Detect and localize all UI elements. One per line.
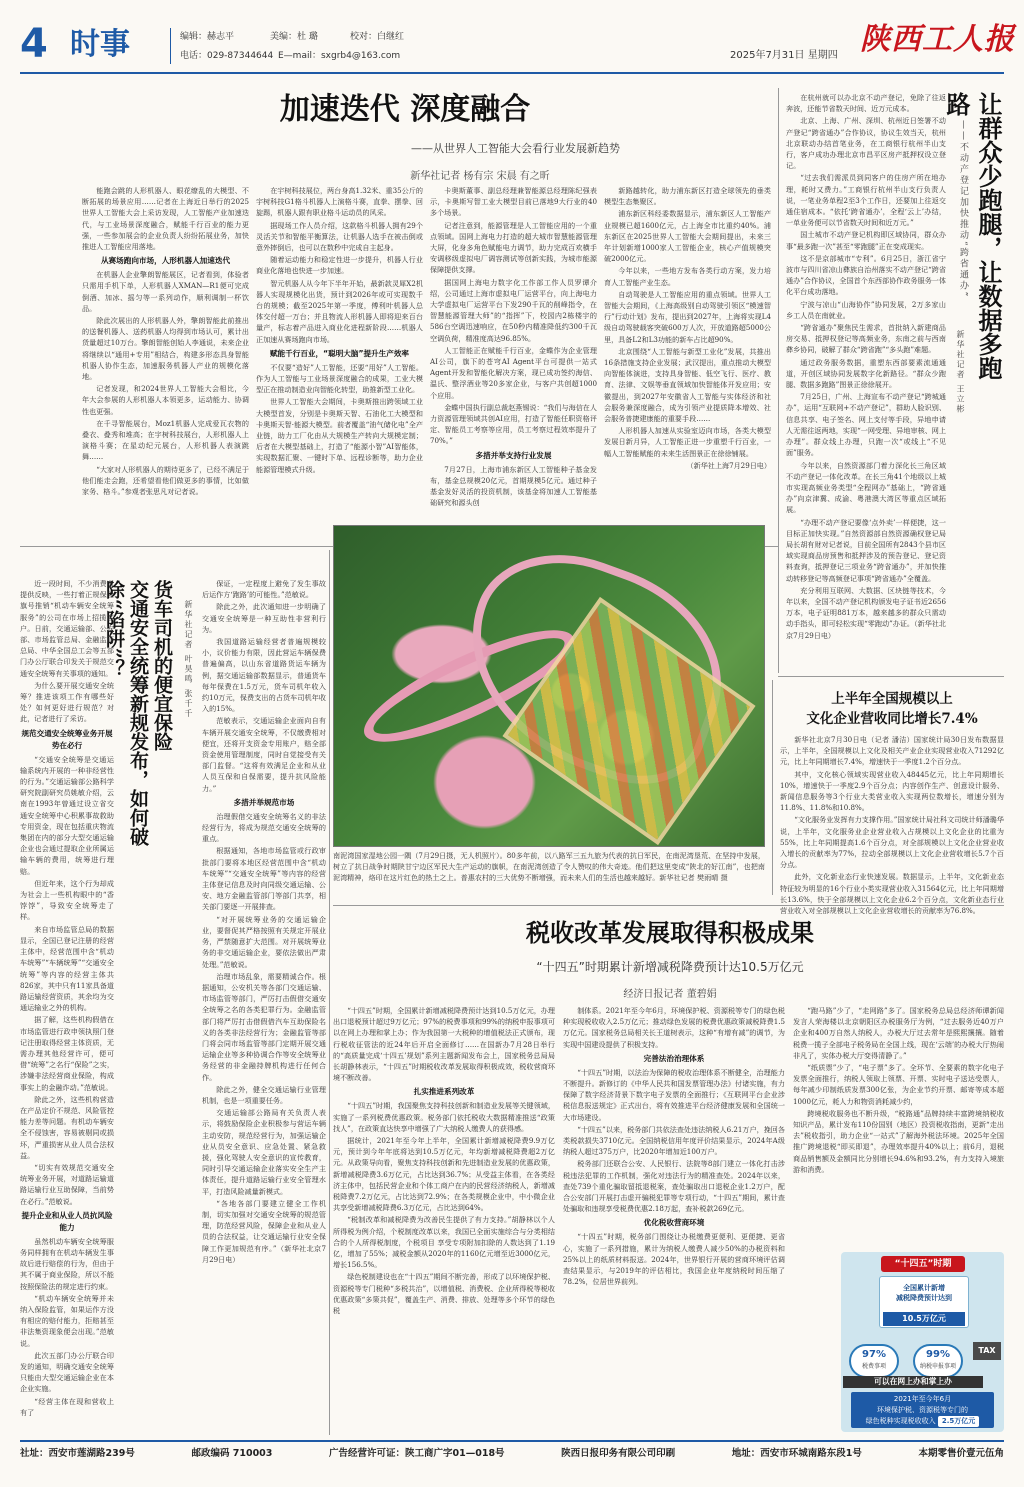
stat-percent: 99% [926, 1349, 950, 1360]
infographic-amount: 10.5万亿元 [883, 1312, 965, 1326]
paragraph: 卡奥斯董事、副总经理兼智能源总经理陈纪强表示，卡奥斯写智工业大模型目前已落地9大行业的40多个场景。 [430, 186, 597, 218]
paragraph: 除此之外，此次通知进一步明确了交通安全统筹是一种互助性非营利行为。 [202, 602, 326, 634]
paragraph: 7月25日，广州、上海宣布不动产登记“跨城通办”，运用“互联网+不动产登记”，群助人脸识别、信息共享、电子签名、网上支付等手段，异地申请人无需往返两地，实现“一网受理、异地审核、网上办理”。群众线上办理，只跑一次“或线上“不见面”服务。 [786, 392, 946, 458]
paragraph: “过去我们需派员到同客户的住房产所在地办理，耗时又费力。”工商银行杭州半山支行负责人说，一笔业务单程2至3个工作日，还要加上往返交通住宿成本。“依托‘跨省通办’，全程‘云上’办结，一单业务便可以节省数天时间和近万元。” [786, 173, 946, 228]
paragraph: 世界人工智能大会期间，卡奥斯推出跨领域工业大模型首发，分别是卡奥斯天智、石油化工大模型和卡奥斯天智·能源大模型。前者覆盖“油气储化电”全产业链，助力工厂化由从大规模生产转向大规模定制；后者在大模型基础上，打造了“能源小智”AI智能体，实现数据汇聚、一键时下单、远程诊断等，助力企业能源管理模式升级。 [256, 397, 423, 474]
paragraph: 虽然机动车辆安全统筹服务同样拥有在机动车辆发生事故后进行赔偿的行为，但由于其不属于商业保险，所以不能按照保险法的规定进行约束。 [20, 1236, 114, 1291]
paragraph: 自动驾驶是人工智能应用的重点领域。世界人工智能大会期间，《上海高级别自动驾驶引领区“模速智行”行动计划》发布，提出到2027年，上海将实现L4级自动驾驶载客突破600万人次，开放道路超5000公里，具备L2和L3功能的新车占比超90%。 [604, 289, 771, 344]
registry-article-subtitle: ——不动产登记加快推动“跨省通办” [958, 120, 968, 299]
paragraph: 人形机器人加速从实验室迈向市场，各类大模型发展日新月异，人工智能正进一步重塑千行百业，一幅人工智能赋能的未来生活图景正在徐徐铺展。 [604, 426, 771, 458]
paragraph: 近一段时间，不少消费者提供反映，一些打着正规保险旗号推销“机动车辆安全统筹服务”的公司在市场上招揽客户。日前，交通运输部、公安部、市场监管总局、金融监管总局、中华全国总工会等五部门办公厅联合印发关于规范交通安全统筹有关事项的通知。 [20, 579, 114, 678]
footer-address: 社址：西安市莲湖路239号 [20, 1448, 135, 1459]
email: E—mail：sxgrb4@163.com [278, 51, 401, 61]
paragraph: “各地各部门要建立健全工作机制，切实加强对交通安全统筹的规范管理，防范经营风险，保障企业和从业人员的合法权益，让交通运输行业安全保障工作更加规范有序。”（新华社北京7月29日电） [202, 1198, 326, 1264]
tax-col1 [333, 1005, 555, 1435]
paragraph: 浦东新区科经委数据显示，浦东新区人工智能产业规模已超1600亿元，占上海全市比重约40%。浦东新区在2025世界人工智能大会期间提出，未来三年计划新增1000家人工智能企业，核心产值规模突破2000亿元。 [604, 209, 771, 264]
paragraph: “机动车辆安全统筹并未纳入保险监管，如果运作方没有相应的赔付能力，拒赔甚至非法集资现象便会出现。”范敏说。 [20, 1293, 114, 1348]
culture-article-body [780, 734, 1004, 916]
truck-subheading-1: 规范交通安全统筹业务开展势在必行 [21, 728, 113, 750]
paragraph: “十四五”以来，税务部门共依法查处违法纳税人6.21万户，挽回各类税款损失3710亿元。全国纳税信用年度评价结果显示，2024年A级纳税人超过375万户，比2020年增加近100万户。 [563, 1124, 785, 1157]
paragraph: “文化服务业发挥有力支撑作用。”国家统计局社科文司统计师潘璐华说，上半年，文化服务业企业营业收入占规模以上文化企业的比重为55%，比上年同期提高1.6个百分点，对全部规模以上文化企业营业收入增长的贡献率为77%，拉动全部规模以上文化企业营收增长5.7个百分点。 [780, 815, 1004, 870]
ai-subheading-1: 从赛场跑向市场，人形机器人加速迭代 [100, 256, 231, 266]
truck-col2 [202, 578, 326, 1428]
paragraph: 金蝶中国执行副总裁赵燕锡说：“我们与海信在人力资源管理领域共创AI应用，打造了智能任职资格评定、智能员工考察等应用，员工考察过程效率提升了70%。” [430, 402, 597, 446]
paragraph: 为什么要开展交通安全统筹？推进该项工作有哪些好处？如何更好进行规范？对此，记者进行了采访。 [20, 680, 114, 724]
paragraph: 充分利用互联网、大数据、区块链等技术，今年以来，全国不动产登记机构颁发电子证书近2656万本，电子证明881万本，越来越多的群众只需动动手指头，即可轻松实现“零跑动”办证。（新华社北京7月29日电） [786, 585, 946, 640]
designer: 美编：杜 璐 [270, 32, 318, 42]
paragraph: 今年以来，一些地方发布各类行动方案，发力培育人工智能产业生态。 [604, 266, 771, 287]
tax-infographic [841, 1252, 1004, 1432]
ai-subheading-3: 多措并举支持行业发展 [475, 450, 552, 460]
ai-article-col4 [604, 185, 771, 540]
infographic-stat-circle [913, 1344, 963, 1378]
paragraph: 据了解，这些机构假借在市场监管进行政申领执照门登记注册取得经营主体资质，无需办理其他经营许可，便可借“统筹”之名行“保险”之实，涉嫌非法经营商业保险，构成事实上的金融诈动。”范敏说。 [20, 1015, 114, 1092]
tax-col3 [793, 1005, 1004, 1250]
paragraph: 记者注意到，能源管理是人工智能应用的一个重点领域。国网上海电力打造的超大城市智慧能源管理大屏，化身多角色赋能电力调节，助力完成百欢横手安调移级虚拟电厂调容测试等创新实践，为城市能源保障提供支撑。 [430, 220, 597, 275]
ai-article-col3 [430, 185, 597, 540]
paragraph: 能跑会跳的人形机器人、眼花缭乱的大模型、不断拓展的场景应用……记者在上海近日举行的2025世界人工智能大会上采访发现，人工智能产业加速迭代，与工业场景深度融合，赋能千行百业的能力更强，一些参加展会的企业负责人纷纷拓展业务，加快推进人工智能应用落地。 [82, 186, 249, 252]
newspaper-logo: 陕西工人报 [860, 22, 1015, 57]
paragraph: 智元机器人从今年下半年开始，最新款灵犀X2机器人实现规模化出货，预计到2026年或可实现数千台的规模；截至2025年第一季度，傅利叶机器人总体交付超一万台；并且物流人形机器人即将迎来百台量产，标志着产品进入商业化进程新阶段……机器人正加速从赛场跑向市场。 [256, 278, 423, 344]
paragraph: 在宇树科技展位，两台身高1.32米、重35公斤的宇树科技G1格斗机器人上演格斗赛，直拳、摆拳、回旋踢，机器人跟有职业格斗运动员的风采。 [256, 186, 423, 218]
paragraph: “十四五”时期，全国累计新增减税降费预计达到10.5万亿元，办理出口退税预计超过9万亿元；97%的税费事项和99%的纳税申报事项可以在网上办理和掌上办；作为我国第一大税种的增值税法正式颁布，现行税收征管法的近24年后开启全面修订……在国新办7月28日举行的“高质量完成‘十四五’规划”系列主题新闻发布会上，国家税务总局局长胡静林表示，“十四五”时期税收改革发展取得积极成效，税收营商环境不断改善。 [333, 1006, 555, 1083]
paragraph: “交通安全统筹是交通运输系统内开展的一种非经营性的行为。”交通运输部公路科学研究院副研究员姚敏介绍，云南在1993年曾通过设立省交通安全统筹中心积累事故救助专用资金，现在包括重庆物流集团在内的部分大型交通运输企业也会通过提取企业所属运输车辆的费用，统筹进行理赔。 [20, 754, 114, 876]
paragraph: 这不是京部城市“专利”。6月25日，浙江省宁波市与四川省凉山彝族自治州落实不动产登记“跨省通办”合作协议，全国首个东西部协作政务服务一体化平台成功落地。 [786, 253, 946, 297]
wetland-park-photo [333, 525, 765, 847]
tax-sign-icon: TAX [973, 1342, 1001, 1360]
green-tax-line: 环境保护税、资源税等专门的 [877, 1406, 968, 1414]
culture-title-b: 文化企业营收同比增长7.4% [806, 711, 978, 727]
infographic-period-label: “十四五”时期 [881, 1256, 965, 1272]
header-rule [20, 72, 1004, 74]
paragraph: 保证，一定程度上避免了发生事故后运作方‘跑路’的可能性。”范敏说。 [202, 579, 326, 600]
header-divider [170, 28, 171, 64]
footer [20, 1446, 1004, 1462]
paragraph: 但近年来，这个行为却成为社会上一些机构眼中的“香饽饽”，导致安全统筹走了样。 [20, 878, 114, 922]
paragraph: 通过政务服务数据，重塑东西部要素流通通道，开创区域协同发展数字化新路径。“群众少跑腿、数据多跑路”图景正徐徐展开。 [786, 357, 946, 390]
dateline: （新华社上海7月29日电） [686, 460, 771, 470]
tax-subheading-1: 扎实推进系列改革 [413, 1087, 475, 1097]
paragraph: 交通运输部公路局有关负责人表示，将鼓励保险企业积极参与营运车辆主动安防，规范经营行为，加强运输企业从员安全意识、应急处置、紧急救援，强化驾驶人安全意识的宣传教育，同时引导交通运输企业落实安全生产主体责任，提升道路运输行业安全管理水平，打造风险减量新模式。 [202, 1108, 326, 1196]
registry-article-byline: 新华社记者 王立彬 [956, 330, 965, 415]
paragraph: 据现场工作人员介绍，这款格斗机器人拥有29个灵活关节和智能平衡算法，让机器人选手在被击倒或意外摔倒后，也可以在数秒中完成自主起身。 [256, 220, 423, 253]
page-number: 4 [20, 21, 48, 67]
paragraph: 新华社北京7月30日电（记者 潘洁）国家统计局30日发布数据显示，上半年，全国规模以上文化及相关产业企业实现营业收入71292亿元，比上年同期增长7.4%，增速快于一季度1.2个百分点。 [780, 735, 1004, 767]
footer-price: 本期零售价壹元伍角 [918, 1448, 1004, 1459]
paragraph: 在杭州就可以办北京不动产登记，免除了往返奔波，还能节省数天时间、近万元成本。 [786, 93, 946, 114]
section-divider [778, 676, 1004, 677]
ai-article-byline: 新华社记者 杨有宗 宋晨 有之昕 [410, 171, 550, 182]
paragraph: 人工智能正在赋能千行百业，金蝶作为企业管理AI公司，旗下的苍穹AI Agent平台可提供一站式Agent开发和智能化解决方案，现已成功签约海信、温氏、整浮酒业等20多家企业，与客户共创超1000个应用。 [430, 345, 597, 400]
paragraph: 随着运动能力和稳定性进一步提升，机器人行业商业化落地也快进一步加速。 [256, 255, 423, 276]
paragraph: “十四五”时期，税务部门围绕让办税缴费更便利、更便捷、更省心，实施了一系列措施，累计为纳税人缴费人减少50%的办税资料和25%以上的纸质材料报送。2024年，世界银行开展的营商环境评估调查结果显示，与2019年的评估相比，我国企业年度纳税时间压缩了78.2%，位居世界前列。 [563, 1232, 785, 1287]
footer-license: 广告经营许可证：陕工商广字01—018号 [329, 1448, 505, 1459]
truck-title-a: 货车司机的便宜保险 [151, 580, 173, 751]
truck-subheading-2: 提升企业和从业人员抗风险能力 [21, 1210, 113, 1232]
stat-label: 税费事项 [861, 1363, 886, 1370]
photo-caption: 南泥湾国家湿地公园一隅（7月29日摄，无人机照片）。80多年前，以八路军三五九旅为代表的抗日军民，在南泥湾垦荒、在坚持中发展，树立了抗日战争时期陕甘宁边区军民大生产运动的旗帜，在南泥湾创造了令人赞叹的伟大奇迹。他们把这里变成“陕北的好江南”，也把南泥湾精神，烙印在这片红色的热土之上。普惠农村的三大优势不断增强，而未来人们的生活也越来越好。新华社记者 樊雨晴 摄 [333, 851, 765, 882]
paragraph: 此外，文化新业态行业快速发展。数据显示，上半年，文化新业态特征较为明显的16个行业小类实现营业收入31564亿元，比上年同期增长13.6%，快于全部规模以上文化企业6.2个百分点，文化新业态行业营业收入对全部规模以上文化企业营收增长的贡献率为76.8%。 [780, 872, 1004, 916]
paragraph: 此次五部门办公厅联合印发的通知，明确交通安全统筹只能由大型交通运输企业在本企业实施。 [20, 1350, 114, 1394]
ai-article-title: 加速迭代 深度融合 [279, 92, 531, 127]
green-tax-line: 绿色税种实现税收收入 [865, 1417, 936, 1425]
paragraph: “切实有效规范交通安全统筹业务开展，对道路运输道路运输行业互助保障，当前势在必行。”范敏说。 [20, 1162, 114, 1206]
paragraph: 宁波与凉山“山海协作”协同发展，2万多家山乡工人员在南就业。 [786, 299, 946, 320]
paragraph: 新路越转化，助力浦东新区打造全球领先的垂类模型生态集聚区。 [604, 186, 771, 207]
registry-article-body [786, 92, 946, 677]
culture-title-a: 上半年全国规模以上 [831, 691, 953, 707]
tax-article-subtitle: “十四五”时期累计新增减税降费预计达10.5万亿元 [536, 960, 804, 974]
footer-postcode: 邮政编码 710003 [191, 1448, 273, 1459]
truck-subheading-3: 多措并举规范市场 [233, 797, 295, 807]
paragraph: 制体系。2021年至今年6月，环境保护税、资源税等专门的绿色税种实现税收收入2.5万亿元；推动绿色发展的税费优惠政策减税降费1.5万亿元。国家税务总局相关长王道树表示，这种“有增有减”的调节，为实现中国建设提供了积极支持。 [563, 1006, 785, 1049]
column-divider [329, 550, 330, 1435]
paragraph: 国土城市不动产登记机构即区域协同，群众办事“最多跑一次”甚至“零跑腿”正在变成现实。 [786, 230, 946, 251]
paragraph: 绿色税制建设也在“十四五”期间不断完善，形成了以环境保护税、资源税等专门税种“多税共治”，以增值税、消费税、企业所得税等税收优惠政策“多策共促”，覆盖生产、消费、排放、处理等多个环节的绿色税 [333, 1272, 555, 1316]
tax-article-byline: 经济日报记者 董碧娟 [623, 989, 717, 1000]
ai-article-col1 [82, 185, 249, 540]
paragraph: 治理市场乱象，需要精诚合作。根据通知，公安机关等各部门交通运输、市场监管等部门，严厉打击假借交通安全统筹之名的各类犯罪行为。金融监管部门将严厉打击借假借汽车互助保险名义的各类非法经营行为；金融监管等部门将会同市场监管等部门定期开展交通运输企业等多种协调合作等安全统筹业务经营的非金融持牌机构进行任何合作。 [202, 971, 326, 1082]
truck-col1 [20, 578, 114, 1428]
tax-article-title: 税收改革发展取得积极成果 [526, 918, 814, 947]
paragraph: 7月27日，上海市浦东新区人工智能种子基金发布，基金总规模20亿元，首期规模5亿元。通过种子基金发好灵活的投资机制，该基金将加速人工智能基础研究和源头创 [430, 464, 597, 508]
paragraph: 税务部门还联合公安、人民银行、法院等8部门建立一体化打击涉税违法犯罪的工作机制，强化对违法行为的精准查处。2024年以来，查处739个重化骗取留抵退税案，查处骗取出口退税企业1.2万户，配合公安部门开展打击虚开骗税犯罪等专项行动，“十四五”期间，累计查处骗取和违规享受税费优惠2.18万起，查补税款269亿元。 [563, 1159, 785, 1214]
green-tax-amount: 2.5万亿元 [938, 1416, 979, 1427]
paragraph: 据国网上海电力数字化工作部工作人员罗谭介绍，公司通过上海市虚拟电厂运营平台，向上海电力大学虚拟电厂运营平台下发290千瓦的削峰指令，在智慧能源管理大师”的“指挥”下，校园内2栋楼宇的586台空调迅速响应，在50秒内精准降低约300千瓦空调负荷，精准度高达96.85%。 [430, 277, 597, 343]
paragraph: 不仅要“造好”人工智能，还要“用好”人工智能。作为人工智能与工业场景深度融合的成果，工业大模型正在推动制造业向智能化转型，助推新型工业化。 [256, 362, 423, 395]
ai-subheading-2: 赋能千行百业，“聪明大脑”提升生产效率 [269, 348, 410, 358]
footer-rule [20, 1440, 1004, 1442]
paragraph: “大家对人形机器人的期待更多了，已经不满足于他们能走会跑，还希望看他们做更多的事情，比如做家务、格斗。”参观者张思凡对记者说。 [82, 464, 249, 497]
stat-percent: 97% [862, 1349, 886, 1360]
paragraph: “纸质票”少了，“电子票”多了。全环节、全要素的数字化电子发票全面推行，纳税人领取上领票、开票、实时电子送达受票人，每年减少印制纸质发票300亿张，为企业节约开票、邮寄等成本超1000亿元，耗人力和物资消耗减少约， [793, 1063, 1004, 1106]
infographic-doc-line: 全国累计新增 [903, 1284, 945, 1292]
section-title: 时事 [70, 27, 130, 62]
ai-article-subtitle: ——从世界人工智能大会看行业发展新趋势 [411, 142, 620, 155]
truck-title-b: 交通安全统筹新规发布，如何破除“陷阱”？ [103, 580, 149, 846]
paragraph: “十四五”时期，以法治为保障的税收治理体系不断健全，治理能力不断提升。新修订的《中华人民共和国发票管理办法》付诸实施，有力保障了数字经济背景下数字电子发票的全面推行；《互联网平台企业涉税信息报送规定》正式出台，将有效推进平台经济健康发展和全国统一大市场建设。 [563, 1067, 785, 1122]
infographic-green-tax [851, 1392, 994, 1428]
paragraph: “经营主体在现和营收上有了 [20, 1396, 114, 1417]
paragraph: 记者发现，和2024世界人工智能大会相比，今年大会参展的人形机器人本领更多，运动能力、协调性也更强。 [82, 384, 249, 416]
paragraph: “对开展统筹业务的交通运输企业，要督促其严格按照有关规定开展业务，严禁随意扩大范围。对开展统筹业务的非交通运输企业，要依法做出严肃处理。”范敏说。 [202, 914, 326, 969]
proofreader: 校对：白继红 [350, 32, 405, 42]
column-divider [772, 680, 773, 895]
column-divider [778, 88, 779, 673]
paragraph: 除此之外，健全交通运输行业管理机制，也是一项重要任务。 [202, 1084, 326, 1105]
paragraph: 其中，文化核心领域实现营业收入48445亿元，比上年同期增长10%，增速快于一季度2.9个百分点；内容创作生产、创意设计服务、新闻信息服务等3个行业大类营业收入实现两位数增长，增速分别为11.8%、11.8%和10.8%。 [780, 769, 1004, 813]
paragraph: “办理不动产登记要像‘点外卖’一样便捷，这一目标正加快实现。”自然资源部自然资源确权登记局局长胡有财对记者说，目前全国所有2843个县市区域实现商品房预售和抵押涉及的预告登记、登记资料查询，抵押登记三项业务“跨省通办”，并加快推动转移登记等高频登记事项“跨省通办”全覆盖。 [786, 517, 946, 583]
green-tax-line: 2021年至今年6月 [893, 1395, 952, 1403]
paragraph: 根据通知，各地市场监管或行政审批部门要将本地区经营范围中含“机动车统筹”“交通安全统筹”等内容的经营主体登记信息及时向同级交通运输、公安、地方金融监管部门等部门共享，相关部门要逐一开展排查。 [202, 846, 326, 912]
paragraph: “跨省通办”聚焦民生需求，首批纳入新建商品房交易、抵押权登记等高频业务，东南之前与西南彝乡协同，破解了群众“跨省跑”“多头跑”难题。 [786, 323, 946, 355]
footer-printer: 陕西日报印务有限公司印刷 [561, 1448, 676, 1459]
paragraph: 来自市场监管总局的数据显示，全国已登记注册的经营主体中，经营范围中含“机动车统筹”“车辆统筹”“交通安全统筹”等内容的经营主体共826家，其中只有11家具备道路运输经营资质，其余均为交通运输业之外的机构。 [20, 924, 114, 1013]
paragraph: 除此次展出的人形机器人外，擎朗智能此前推出的送餐机器人、送药机器人均得到市场认可，累计出货量超过10万台。擎朗智能创始人李通说，未来企业将继续以“通用+专用”相结合，构建多形态具身智能机器人协作生态，加速服务机器人产业的规模化落地。 [82, 316, 249, 382]
phone: 电话：029-87344644 [180, 51, 274, 61]
infographic-doc-line: 减税降费预计达到 [896, 1294, 952, 1302]
paragraph: “跑马路”少了，“走网路”多了。国家税务总局总经济师谭新闻发言人荣海楼以北京朝阳区办税服务厅为例，“过去服务近40万户企业和400万自然人纳税人，办税大厅过去常年是熙熙攘攘。随着税费一揽子全部电子税务局在全国上线，现在‘云端’的办税大厅热闹非凡了，实体办税大厅变得清静了。” [793, 1006, 1004, 1060]
paragraph: 范敏表示，交通运输企业面向自有车辆开展交通安全统筹，不仅缴费相对便宜，还将开支资金专用账户，赔全部资金使用管理制度，同时自觉接受有关部门监督。“这将有效满足企业和从业人员互保和自保需要，提升抗风险能力。” [202, 716, 326, 793]
paragraph: 除此之外，这些机构营造在产品定价不规范、风险管控能力差等问题。有机动车辆安全不侵蚀害，容易被剔同或损坏，严重损害从业人员合法权益。 [20, 1094, 114, 1160]
paragraph: 在千寻智能展台，Moz1机器人完成爱瓦衣物的叠衣、叠秀和堆高；在宇树科技展台，人形机器人上演格斗赛；在星动纪元展台，人形机器人表演跳舞…… [82, 418, 249, 462]
stat-label: 纳税申报事项 [919, 1363, 956, 1370]
editor: 编辑：赫志平 [180, 32, 235, 42]
paragraph: 今年以来，自然资源部门着力深化长三角区域不动产登记一体化改革。在长三角41个地级以上城市实现高频业务类型“全程网办”基础上，“跨省通办”向京津冀、成渝、粤港澳大湾区等重点区域拓展。 [786, 460, 946, 515]
registry-article-title: 让群众少跑腿，让数据多跑路 [942, 92, 1003, 380]
paragraph: “十四五”时期，我国聚焦支持科技创新和制造业发展等关键领域，实施了一系列税费优惠政策。税务部门依托税收大数据精准推送“政策找人”，在政策直达快享中增强了广大纳税人缴费人的获得感。 [333, 1101, 555, 1133]
footer-print-address: 地址：西安市环城南路东段1号 [731, 1448, 862, 1459]
paragraph: 北京围绕“人工智能与新型工业化”发展，共推出16条措施支持企业发展；武汉提出，重点推动大模型向智能体演进，支持具身智能、低空飞行、医疗、教育、法律、文娱等垂直领域加快智能体开发应用；安徽提出，到2027年安徽省人工智能与实体经济和社会服务兼深度融合，成为引领产业提质降本增效、社会服务普捷建康能的重要手段…… [604, 346, 771, 424]
issue-date: 2025年7月31日 星期四 [730, 50, 838, 61]
infographic-stat-circle [849, 1344, 899, 1378]
tax-col2 [563, 1005, 785, 1435]
paragraph: 据统计，2021年至今年上半年，全国累计新增减税降费9.9万亿元，预计到今年年底将达到10.5万亿元，年均新增减税降费超2万亿元。从政策导向看，聚焦支持科技创新和先进制造业发展的优惠政策，新增减税降费3.6万亿元，占比达到36.7%；从受益主体看，在各类经济主体中，包括民营企业和个体工商户在内的民营经济纳税人，新增减税降费7.2万亿元，占比达到72.9%；在各类规模企业中，中小微企业共享受新增减税降费6.3万亿元，占比达到64%。 [333, 1136, 555, 1213]
paragraph: 我国道路运输经营者普遍规模较小，议价能力有限，因此营运车辆保费普遍偏高，以山东省道路货运车辆为例，据交通运输部数据显示，普通货车每年保费在1.5万元，货车司机年收入约10万元，保费支出的占货车司机年收入的15%。 [202, 637, 326, 714]
paragraph: 跨境税收服务也不断升级，“税路通”品牌持续丰富跨境纳税收知识产品，累计发布110份国别（地区）投资税收指南，更新“走出去”税收指引，助力企业“一站式”了解海外税法环境。2025年全国推广跨境退税“即买即退”，办理效率提升40%以上；前6月，退税商品销售额及金额同比分别增长94.6%和93.2%，有力支持入境旅游和消费。 [793, 1108, 1004, 1174]
tax-subheading-3: 优化税收营商环境 [643, 1218, 705, 1228]
paragraph: 治理假借交通安全统筹名义的非法经营行为，将成为规范交通安全统筹的重点。 [202, 811, 326, 844]
paragraph: 北京、上海、广州、深圳、杭州近日签署不动产登记“跨省通办”合作协议，协议生效当天，杭州北京联动办结首笔业务，在工商银行杭州半山支行，客户成功办理北京市昌平区房产抵押权设立登记。 [786, 116, 946, 171]
truck-byline: 新华社记者 叶昊鸣 张千千 [184, 600, 193, 720]
paragraph: 在机器人企业擎朗智能展区，记者看到，体验者只需用手机下单，人形机器人XMAN—R1便可完成倒酒、加冰、摇匀等一系列动作，顺利调制一杯饮品。 [82, 270, 249, 313]
paragraph: “税制改革和减税降费为改善民生提供了有力支持。”胡静林以个人所得税为例介绍，个税制度改革以来，我国已全面实施综合与分类相结合的个人所得税制度，个税项目 享受专项附加扣除的人数达到了1.19亿，增加了55%；减税金额从2020年的1160亿元增至近3000亿元，增长156.5%。 [333, 1215, 555, 1270]
tax-subheading-2: 完善法治治理体系 [643, 1053, 705, 1063]
ai-article-col2 [256, 185, 423, 540]
section-divider [333, 905, 1004, 906]
infographic-online-label: 可以在网上办和掌上办 [843, 1376, 983, 1388]
